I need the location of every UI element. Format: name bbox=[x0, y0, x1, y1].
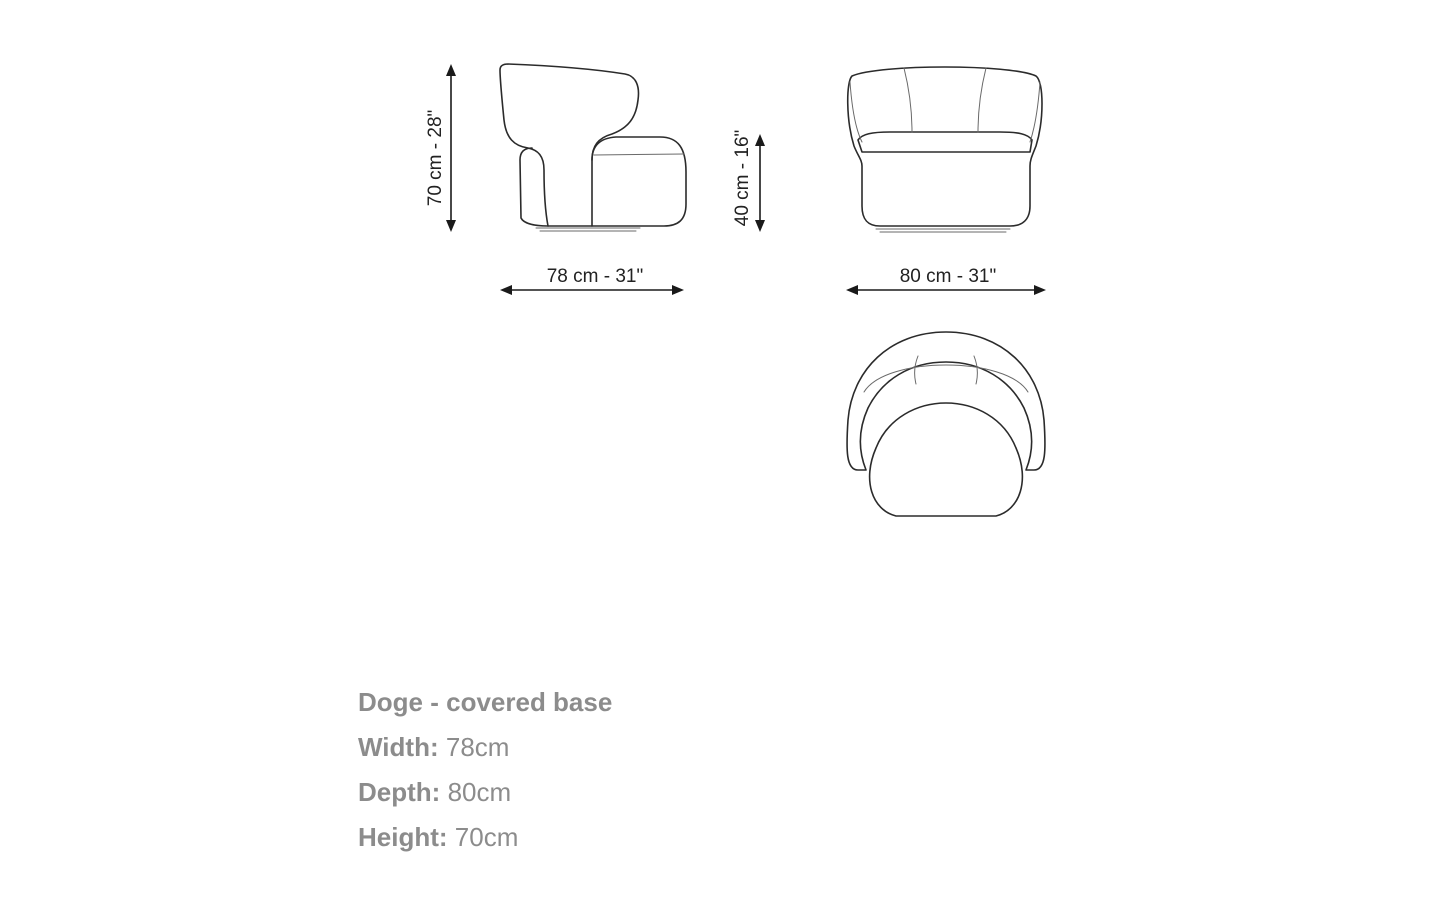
depth-spec bbox=[358, 770, 612, 815]
front-width-dimension bbox=[846, 266, 1046, 295]
width-value: 78cm bbox=[445, 732, 510, 762]
side-width-dimension-label: 78 cm - 31" bbox=[546, 266, 644, 287]
front-width-dimension-label: 80 cm - 31" bbox=[899, 266, 997, 287]
height-dimension bbox=[425, 64, 456, 232]
depth-value: 80cm bbox=[447, 777, 512, 807]
depth-label: Depth: bbox=[358, 777, 441, 807]
height-spec bbox=[358, 815, 612, 860]
side-width-dimension bbox=[500, 266, 684, 295]
product-title: Doge - covered base bbox=[358, 687, 613, 717]
height-value: 70cm bbox=[454, 822, 519, 852]
width-label: Width: bbox=[358, 732, 439, 762]
height-label: Height: bbox=[358, 822, 448, 852]
seat-height-dimension bbox=[732, 130, 765, 232]
front-view-chair bbox=[848, 67, 1042, 232]
width-spec bbox=[358, 725, 612, 770]
top-view-chair bbox=[847, 332, 1045, 516]
product-specs bbox=[358, 680, 612, 860]
height-dimension-label: 70 cm - 28" bbox=[425, 109, 446, 207]
seat-height-dimension-label: 40 cm - 16" bbox=[732, 129, 753, 227]
side-view-chair bbox=[500, 64, 686, 231]
